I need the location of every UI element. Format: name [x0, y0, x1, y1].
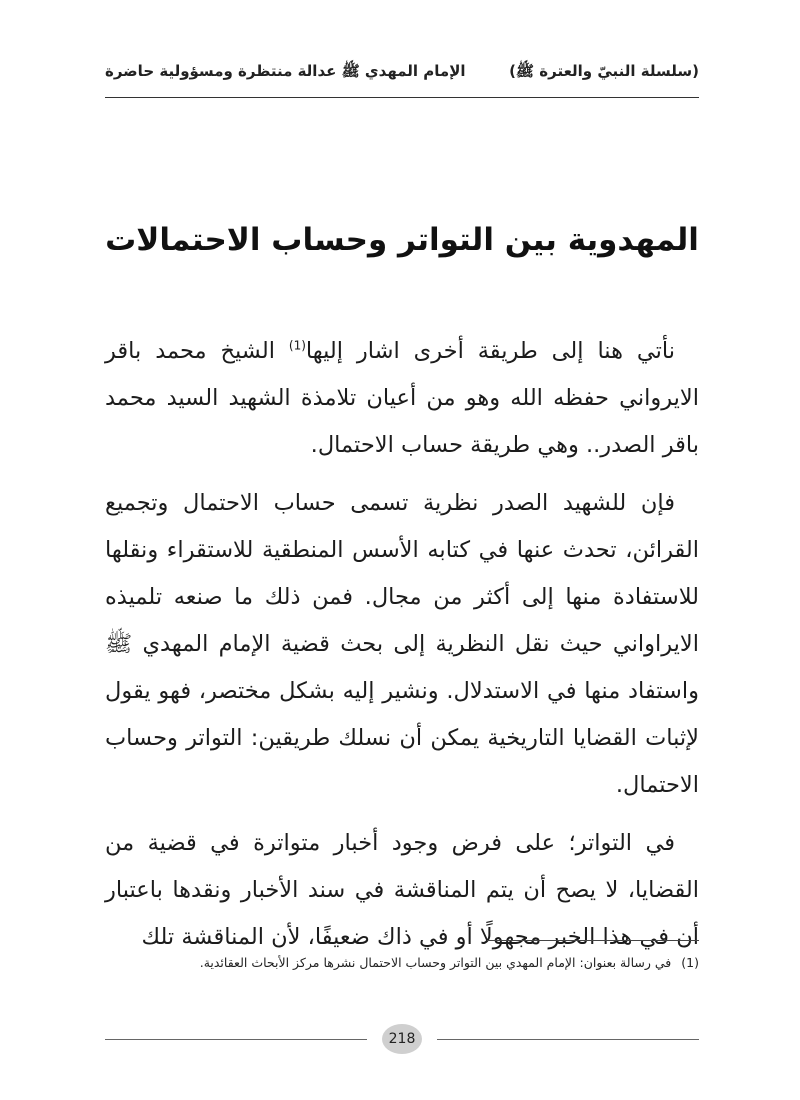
footnote-number: (1) [681, 955, 699, 970]
page-number-line-left [105, 1039, 367, 1040]
footnote [105, 955, 699, 970]
running-header [105, 58, 699, 88]
header-rule [105, 97, 699, 98]
paragraph-2: فإن للشهيد الصدر نظرية تسمى حساب الاحتمال وتجميع القرائن، تحدث عنها في كتابه الأسس المنطقية للاستقراء ونقلها للاستفادة منها إلى أكثر من مجال. فمن ذلك ما صنعه تلميذه الايراواني حيث نقل النظرية إلى بحث قضية الإمام المهدي ﷺ واستفاد منها في الاستدلال. ونشير إليه بشكل مختصر، فهو يقول لإثبات القضايا التاريخية يمكن أن نسلك طريقين: التواتر وحساب الاحتمال. [105, 490, 699, 798]
book-title: الإمام المهدي ﷺ عدالة منتظرة ومسؤولية حاضرة [105, 62, 466, 80]
footnote-text: في رسالة بعنوان: الإمام المهدي بين التواتر وحساب الاحتمال نشرها مركز الأبحاث العقائدية. [199, 955, 672, 970]
paragraph-1 [105, 328, 699, 469]
page-number-badge [382, 1024, 422, 1054]
chapter-title: المهدوية بين التواتر وحساب الاحتمالات [105, 222, 699, 258]
body-text [105, 328, 699, 972]
footnote-reference[interactable]: (1) [288, 338, 306, 353]
footnote-rule [487, 940, 699, 941]
series-title: (سلسلة النبيّ والعترة ﷺ) [509, 62, 699, 80]
paragraph-3: في التواتر؛ على فرض وجود أخبار متواترة في قضية من القضايا، لا يصح أن يتم المناقشة في سند الأخبار ونقدها باعتبار أن في هذا الخبر مجهولًا أو في ذاك ضعيفًا، لأن المناقشة تلك [105, 830, 699, 950]
paragraph-1-end: الشيخ محمد باقر الايرواني حفظه الله وهو من أعيان تلامذة الشهيد السيد محمد باقر الصدر.. وهي طريقة حساب الاحتمال. [105, 338, 699, 458]
page-number-line-right [437, 1039, 699, 1040]
paragraph-1-start: نأتي هنا إلى طريقة أخرى اشار إليها [305, 338, 675, 364]
page-number: 218 [388, 1031, 416, 1047]
page-number-area [105, 1024, 699, 1054]
